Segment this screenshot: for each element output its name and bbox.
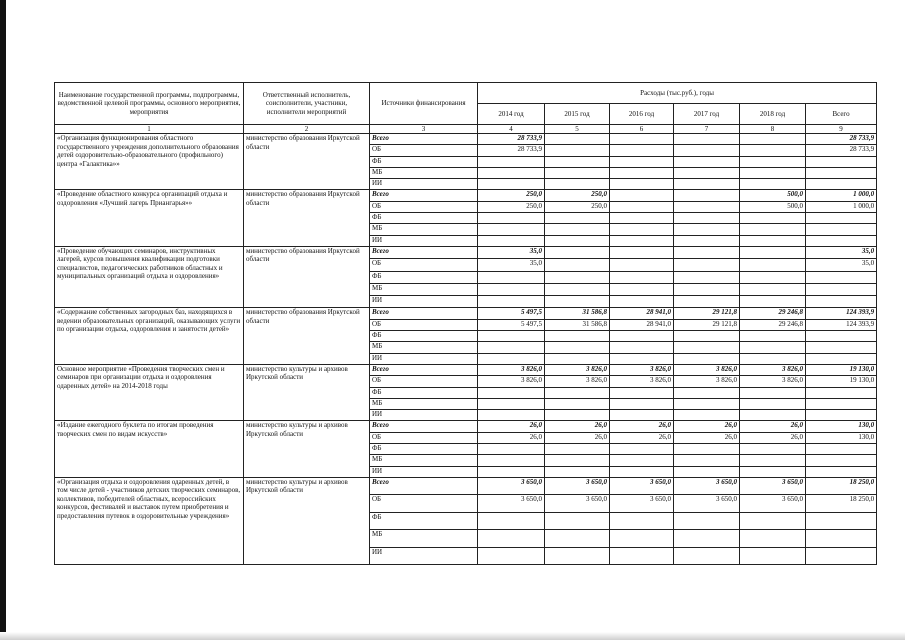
total-value-cell [806,353,877,364]
year-value-cell [610,353,674,364]
year-value-cell: 3 650,0 [545,477,610,495]
year-value-cell: 35,0 [478,259,545,271]
year-value-cell: 250,0 [545,201,610,212]
year-value-cell: 3 650,0 [610,495,674,513]
year-value-cell [545,167,610,178]
year-value-cell: 26,0 [545,421,610,432]
funding-source: ИИ [370,235,478,246]
year-value-cell [478,283,545,295]
total-value-cell: 18 250,0 [806,495,877,513]
total-value-cell: 28 733,9 [806,134,877,145]
year-value-cell [610,530,674,548]
year-value-cell [674,353,740,364]
year-value-cell [674,530,740,548]
year-value-cell [610,466,674,477]
year-value-cell [674,398,740,409]
year-value-cell [478,530,545,548]
total-value-cell [806,530,877,548]
year-value-cell [740,179,806,190]
responsible-executor: министерство образования Иркутской области [244,134,370,190]
year-value-cell: 28 733,9 [478,145,545,156]
funding-source: МБ [370,224,478,235]
funding-source: ФБ [370,213,478,224]
total-value-cell: 28 733,9 [806,145,877,156]
year-value-cell [740,455,806,466]
year-value-cell [610,224,674,235]
funding-source: Всего [370,246,478,258]
year-value-cell [674,246,740,258]
year-value-cell: 29 246,8 [740,308,806,319]
year-value-cell: 3 650,0 [478,477,545,495]
year-value-cell: 26,0 [610,432,674,443]
year-value-cell [610,398,674,409]
year-value-cell [545,547,610,565]
funding-source: ФБ [370,271,478,283]
funding-source: МБ [370,167,478,178]
total-value-cell: 19 130,0 [806,364,877,375]
year-value-cell: 3 826,0 [674,376,740,387]
year-value-cell [545,145,610,156]
col-header-year: 2015 год [545,104,610,125]
year-value-cell: 26,0 [674,421,740,432]
year-value-cell [740,271,806,283]
total-value-cell: 130,0 [806,421,877,432]
funding-source: ОБ [370,145,478,156]
year-value-cell: 3 650,0 [740,495,806,513]
year-value-cell [740,512,806,530]
responsible-executor: министерство образования Иркутской области [244,246,370,307]
year-value-cell: 26,0 [674,432,740,443]
year-value-cell [478,353,545,364]
total-value-cell: 1 000,0 [806,190,877,201]
year-value-cell [610,283,674,295]
year-value-cell: 28 733,9 [478,134,545,145]
year-value-cell [740,296,806,308]
year-value-cell [740,444,806,455]
year-value-cell [674,444,740,455]
year-value-cell [478,455,545,466]
year-value-cell: 3 826,0 [740,376,806,387]
responsible-executor: министерство культуры и архивов Иркутской области [244,364,370,420]
year-value-cell [674,235,740,246]
funding-source: ИИ [370,296,478,308]
year-value-cell [478,398,545,409]
measure-name: Основное мероприятие «Проведения творческих смен и семинаров при организации отдыха и оздоровления одаренных детей» на 2014-2018 годы [55,364,244,420]
table-row [55,134,877,145]
funding-source: Всего [370,134,478,145]
col-header-name: Наименование государственной программы, подпрограммы, ведомственной целевой программы, основного мероприятия, мероприятия [55,83,244,125]
year-value-cell [740,410,806,421]
year-value-cell [674,145,740,156]
total-value-cell [806,283,877,295]
table-row [55,421,877,432]
year-value-cell [674,331,740,342]
year-value-cell [478,387,545,398]
year-value-cell: 250,0 [478,190,545,201]
year-value-cell [610,213,674,224]
year-value-cell: 26,0 [545,432,610,443]
funding-source: ФБ [370,331,478,342]
year-value-cell [545,353,610,364]
funding-source: ОБ [370,432,478,443]
funding-source: ФБ [370,512,478,530]
year-value-cell [610,134,674,145]
total-value-cell [806,444,877,455]
year-value-cell [610,444,674,455]
year-value-cell [545,398,610,409]
total-value-cell: 124 393,9 [806,308,877,319]
year-value-cell [478,271,545,283]
year-value-cell [740,331,806,342]
total-value-cell [806,213,877,224]
year-value-cell [478,466,545,477]
year-value-cell [478,512,545,530]
year-value-cell [740,246,806,258]
col-number: 3 [370,125,478,134]
year-value-cell [610,455,674,466]
total-value-cell [806,296,877,308]
col-number: 7 [674,125,740,134]
year-value-cell [740,224,806,235]
total-value-cell [806,512,877,530]
year-value-cell [545,466,610,477]
scan-edge-left [0,0,6,640]
total-value-cell: 1 000,0 [806,201,877,212]
funding-source: Всего [370,421,478,432]
year-value-cell [740,259,806,271]
funding-source: ФБ [370,444,478,455]
year-value-cell [545,512,610,530]
year-value-cell [740,466,806,477]
funding-source: Всего [370,477,478,495]
year-value-cell [545,283,610,295]
total-value-cell [806,156,877,167]
year-value-cell [610,235,674,246]
total-value-cell [806,455,877,466]
year-value-cell: 3 650,0 [545,495,610,513]
year-value-cell [545,235,610,246]
year-value-cell [674,410,740,421]
year-value-cell [674,190,740,201]
year-value-cell [610,271,674,283]
measure-name: «Издание ежегодного буклета по итогам проведения творческих смен по видам искусств» [55,421,244,477]
year-value-cell [674,271,740,283]
year-value-cell [674,224,740,235]
year-value-cell [674,342,740,353]
measure-name: «Содержание собственных загородных баз, находящихся в ведении образовательных организаций, оказывающих услуги по организации отдыха, оздоровления и занятости детей» [55,308,244,364]
document-table-wrap [54,82,876,565]
year-value-cell [674,387,740,398]
year-value-cell: 26,0 [610,421,674,432]
year-value-cell: 3 826,0 [740,364,806,375]
year-value-cell: 29 121,8 [674,308,740,319]
year-value-cell [545,179,610,190]
year-value-cell: 26,0 [478,421,545,432]
year-value-cell [545,387,610,398]
year-value-cell [740,530,806,548]
year-value-cell [740,398,806,409]
year-value-cell [545,410,610,421]
total-value-cell [806,342,877,353]
funding-source: ОБ [370,495,478,513]
table-row [55,246,877,258]
year-value-cell [545,259,610,271]
year-value-cell: 29 121,8 [674,319,740,330]
responsible-executor: министерство культуры и архивов Иркутской области [244,421,370,477]
year-value-cell [545,342,610,353]
total-value-cell [806,235,877,246]
table-row [55,477,877,495]
table-row [55,190,877,201]
year-value-cell [545,331,610,342]
year-value-cell: 35,0 [478,246,545,258]
total-value-cell [806,466,877,477]
funding-source: Всего [370,190,478,201]
year-value-cell [674,134,740,145]
year-value-cell: 3 650,0 [674,477,740,495]
year-value-cell [478,410,545,421]
year-value-cell: 5 497,5 [478,308,545,319]
year-value-cell [740,235,806,246]
total-value-cell [806,179,877,190]
year-value-cell [610,156,674,167]
year-value-cell [740,387,806,398]
measure-name: «Организация функционирования областного государственного учреждения дополнительного образования детей оздоровительно-образовательного (профильного) центра «Галактика»» [55,134,244,190]
year-value-cell [674,455,740,466]
funding-source: ОБ [370,259,478,271]
year-value-cell [545,134,610,145]
col-header-year: 2018 год [740,104,806,125]
year-value-cell: 3 826,0 [674,364,740,375]
year-value-cell [674,156,740,167]
year-value-cell [610,190,674,201]
col-header-responsible: Ответственный исполнитель, соисполнители, участники, исполнители мероприятий [244,83,370,125]
year-value-cell [610,201,674,212]
responsible-executor: министерство образования Иркутской области [244,190,370,246]
year-value-cell: 3 650,0 [610,477,674,495]
col-number: 4 [478,125,545,134]
table-row [55,308,877,319]
year-value-cell [740,547,806,565]
year-value-cell [674,213,740,224]
year-value-cell: 5 497,5 [478,319,545,330]
year-value-cell: 3 650,0 [740,477,806,495]
total-value-cell [806,271,877,283]
funding-source: ИИ [370,353,478,364]
year-value-cell [545,296,610,308]
funding-source: ОБ [370,319,478,330]
measure-name: «Проведение обучающих семинаров, инструктивных лагерей, курсов повышения квалификации подготовки специалистов, педагогических работников областных и муниципальных организаций отдыха и оздоровления» [55,246,244,307]
table-row [55,364,877,375]
year-value-cell [674,167,740,178]
funding-source: ИИ [370,179,478,190]
year-value-cell [545,246,610,258]
year-value-cell [478,213,545,224]
col-header-source: Источники финансирования [370,83,478,125]
year-value-cell [545,224,610,235]
year-value-cell: 3 826,0 [478,364,545,375]
year-value-cell [610,145,674,156]
year-value-cell [610,387,674,398]
funding-source: МБ [370,283,478,295]
year-value-cell [610,547,674,565]
col-number: 9 [806,125,877,134]
year-value-cell [545,271,610,283]
table-body [55,134,877,565]
total-value-cell [806,387,877,398]
year-value-cell [740,156,806,167]
funding-source: ФБ [370,387,478,398]
year-value-cell [478,342,545,353]
year-value-cell [740,342,806,353]
year-value-cell [545,455,610,466]
funding-source: МБ [370,530,478,548]
total-value-cell [806,167,877,178]
year-value-cell [740,167,806,178]
year-value-cell [740,283,806,295]
year-value-cell [740,145,806,156]
responsible-executor: министерство культуры и архивов Иркутской области [244,477,370,565]
funding-source: Всего [370,308,478,319]
scan-edge-bottom [0,632,905,640]
total-value-cell: 18 250,0 [806,477,877,495]
year-value-cell: 3 650,0 [478,495,545,513]
year-value-cell: 26,0 [740,421,806,432]
year-value-cell [610,179,674,190]
year-value-cell: 500,0 [740,201,806,212]
funding-source: Всего [370,364,478,375]
year-value-cell: 3 826,0 [545,376,610,387]
total-value-cell: 19 130,0 [806,376,877,387]
col-header-expenses: Расходы (тыс.руб.), годы [478,83,877,104]
funding-source: МБ [370,342,478,353]
year-value-cell: 26,0 [478,432,545,443]
year-value-cell [610,296,674,308]
total-value-cell [806,410,877,421]
col-number: 8 [740,125,806,134]
year-value-cell [478,444,545,455]
year-value-cell [478,296,545,308]
measure-name: «Проведение областного конкурса организаций отдыха и оздоровления «Лучший лагерь Приангарья»» [55,190,244,246]
col-header-total: Всего [806,104,877,125]
year-value-cell [545,213,610,224]
year-value-cell [610,259,674,271]
col-number: 5 [545,125,610,134]
year-value-cell [478,331,545,342]
year-value-cell [610,331,674,342]
year-value-cell: 31 586,8 [545,319,610,330]
funding-source: ИИ [370,466,478,477]
funding-source: МБ [370,455,478,466]
year-value-cell: 3 650,0 [674,495,740,513]
year-value-cell [478,156,545,167]
funding-source: МБ [370,398,478,409]
year-value-cell: 250,0 [545,190,610,201]
year-value-cell [610,167,674,178]
year-value-cell: 29 246,8 [740,319,806,330]
responsible-executor: министерство образования Иркутской области [244,308,370,364]
year-value-cell [610,246,674,258]
year-value-cell [478,167,545,178]
year-value-cell [610,512,674,530]
total-value-cell: 124 393,9 [806,319,877,330]
year-value-cell [478,547,545,565]
year-value-cell [740,134,806,145]
year-value-cell [478,179,545,190]
year-value-cell [545,156,610,167]
year-value-cell [545,444,610,455]
year-value-cell [610,410,674,421]
year-value-cell: 250,0 [478,201,545,212]
year-value-cell [674,296,740,308]
funding-source: ОБ [370,201,478,212]
year-value-cell: 3 826,0 [478,376,545,387]
year-value-cell [674,547,740,565]
year-value-cell: 500,0 [740,190,806,201]
year-value-cell [674,259,740,271]
col-header-year: 2017 год [674,104,740,125]
year-value-cell [674,512,740,530]
year-value-cell [740,353,806,364]
total-value-cell: 35,0 [806,259,877,271]
year-value-cell: 31 586,8 [545,308,610,319]
measure-name: «Организация отдыха и оздоровления одаренных детей, в том числе детей - участников детских творческих семинаров, коллективов, победителей областных, всероссийских конкурсов, фестивалей и выставок путем приобретения и предоставления путевок в оздоровительные учреждения» [55,477,244,565]
funding-source: ОБ [370,376,478,387]
year-value-cell [740,213,806,224]
total-value-cell: 130,0 [806,432,877,443]
year-value-cell: 3 826,0 [610,364,674,375]
expenses-table [54,82,877,565]
year-value-cell: 3 826,0 [545,364,610,375]
year-value-cell: 3 826,0 [610,376,674,387]
year-value-cell [674,283,740,295]
year-value-cell [674,201,740,212]
year-value-cell [478,235,545,246]
col-number: 1 [55,125,244,134]
year-value-cell [674,179,740,190]
year-value-cell: 28 941,0 [610,319,674,330]
funding-source: ФБ [370,156,478,167]
year-value-cell [478,224,545,235]
funding-source: ИИ [370,410,478,421]
col-header-year: 2014 год [478,104,545,125]
total-value-cell [806,398,877,409]
total-value-cell [806,331,877,342]
total-value-cell [806,547,877,565]
col-number: 2 [244,125,370,134]
year-value-cell [545,530,610,548]
year-value-cell [674,466,740,477]
total-value-cell [806,224,877,235]
col-number: 6 [610,125,674,134]
total-value-cell: 35,0 [806,246,877,258]
year-value-cell: 26,0 [740,432,806,443]
year-value-cell: 28 941,0 [610,308,674,319]
col-header-year: 2016 год [610,104,674,125]
year-value-cell [610,342,674,353]
funding-source: ИИ [370,547,478,565]
